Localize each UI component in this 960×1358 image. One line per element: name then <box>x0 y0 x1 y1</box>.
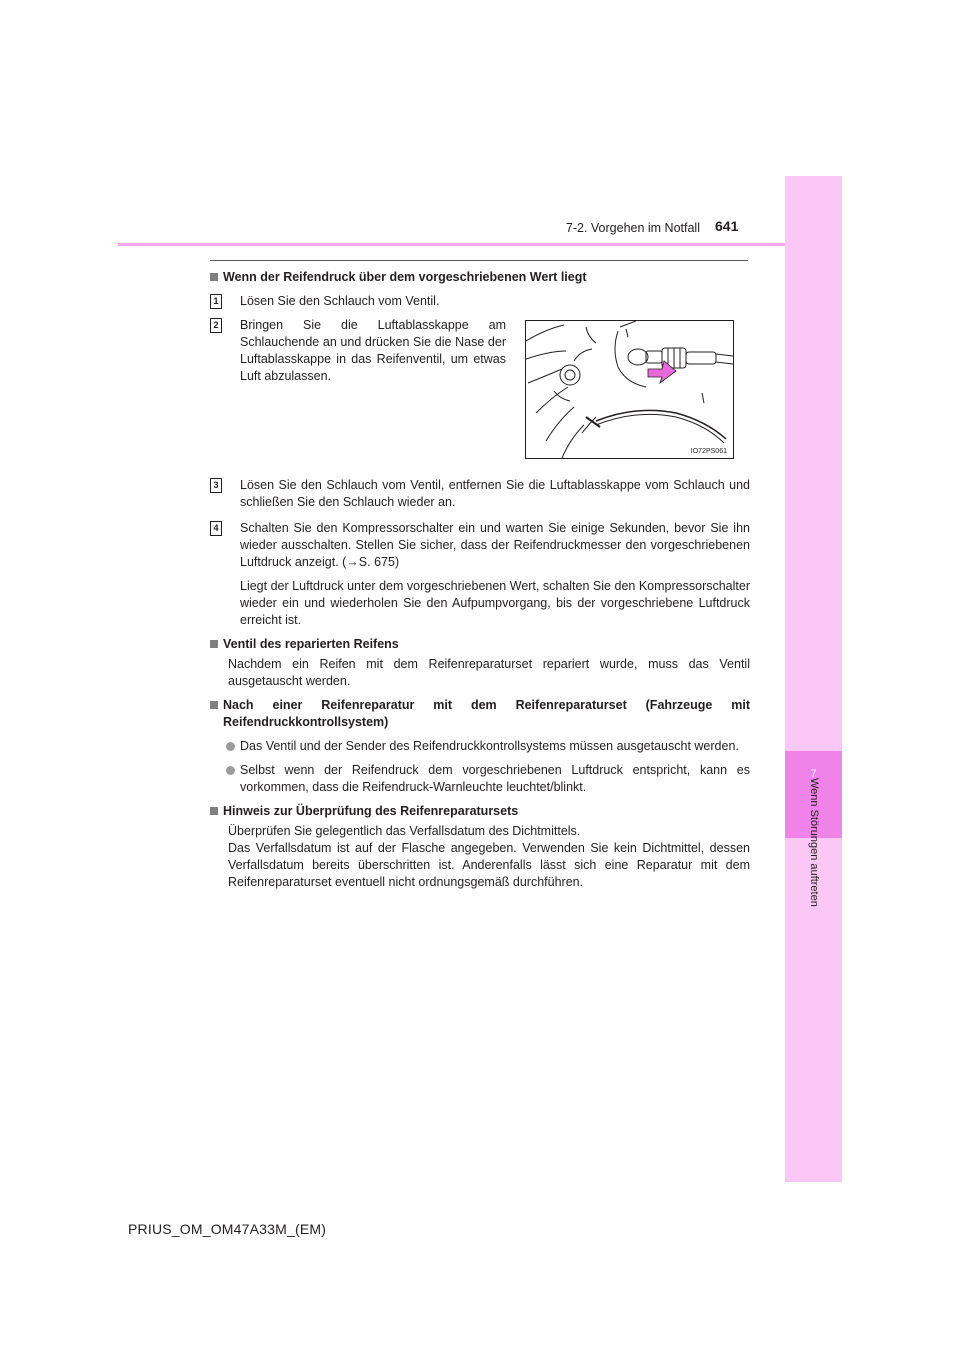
check-kit-line-2: Das Verfallsdatum ist auf der Flasche angegeben. Verwenden Sie kein Dichtmittel, dessen Verfallsdatum bereits überschritten ist. Anderenfalls lässt sich eine Reparatur mit dem Reifenreparaturset eventuell nicht ordnungsgemäß durchführen. <box>228 841 750 889</box>
document-footer: PRIUS_OM_OM47A33M_(EM) <box>128 1221 327 1237</box>
heading-text: Wenn der Reifendruck über dem vorgeschriebenen Wert liegt <box>223 270 587 284</box>
chapter-title: Wenn Störungen auftreten <box>808 778 820 907</box>
bullet-text: Das Ventil und der Sender des Reifendruckkontrollsystems müssen ausgetauscht werden. <box>240 739 739 753</box>
heading-check-kit <box>210 803 750 820</box>
figure-code: IO72PS061 <box>690 448 727 455</box>
header-line <box>118 243 785 246</box>
step-text: Schalten Sie den Kompressorschalter ein und warten Sie einige Sekunden, bevor Sie ihn wieder ausschalten. Stellen Sie sicher, dass der Reifendruckmesser den vorgeschriebenen Luftdruck anzeigt. (→S. 675) <box>240 521 750 569</box>
step-number: 3 <box>210 478 222 493</box>
bullet-text: Selbst wenn der Reifendruck dem vorgeschriebenen Luftdruck entspricht, kann es vorkommen, dass die Reifendruck-Warnleuchte leuchtet/blinkt. <box>240 763 750 794</box>
wheel-valve-drawing <box>526 321 733 458</box>
step-2 <box>210 317 506 385</box>
bullet-item <box>210 738 750 755</box>
check-kit-line-1: Überprüfen Sie gelegentlich das Verfallsdatum des Dichtmittels. <box>228 824 581 838</box>
step-number: 2 <box>210 318 222 333</box>
heading-pressure-too-high <box>210 269 750 286</box>
bullet-item <box>210 762 750 796</box>
content-rule <box>210 260 748 261</box>
step-text: Lösen Sie den Schlauch vom Ventil. <box>240 294 440 308</box>
page-number: 641 <box>715 218 739 234</box>
heading-text: Hinweis zur Überprüfung des Reifenreparatursets <box>223 804 519 818</box>
step-number: 1 <box>210 294 222 309</box>
step-3 <box>210 477 750 511</box>
tire-valve-illustration <box>525 320 734 459</box>
heading-text: Nach einer Reifenreparatur mit dem Reifenreparaturset (Fahrzeuge mit Reifendruckkontrollsystem) <box>223 698 750 729</box>
round-bullet-icon <box>226 766 235 775</box>
chapter-number: 7 <box>810 768 817 780</box>
step-4-note: Liegt der Luftdruck unter dem vorgeschriebenen Wert, schalten Sie den Kompressorschalter wieder ein und wiederholen Sie den Aufpumpvorgang, bis der vorgeschriebene Luftdruck erreicht ist. <box>240 579 750 627</box>
round-bullet-icon <box>226 742 235 751</box>
square-bullet-icon <box>210 807 218 815</box>
step-number: 4 <box>210 521 222 536</box>
heading-text: Ventil des reparierten Reifens <box>223 637 399 651</box>
square-bullet-icon <box>210 273 218 281</box>
step-text: Bringen Sie die Luftablasskappe am Schlauchende an und drücken Sie die Nase der Luftablasskappe in das Reifenventil, um etwas Luft abzulassen. <box>240 318 506 383</box>
section-title: 7-2. Vorgehen im Notfall <box>565 221 700 235</box>
step-4 <box>210 520 750 571</box>
valve-paragraph: Nachdem ein Reifen mit dem Reifenreparaturset repariert wurde, muss das Ventil ausgetauscht werden. <box>228 657 750 688</box>
step-text: Lösen Sie den Schlauch vom Ventil, entfernen Sie die Luftablasskappe vom Schlauch und schließen Sie den Schlauch wieder an. <box>240 478 750 509</box>
square-bullet-icon <box>210 701 218 709</box>
heading-after-repair <box>210 697 750 731</box>
heading-valve <box>210 636 750 653</box>
square-bullet-icon <box>210 640 218 648</box>
step-1 <box>210 293 750 310</box>
